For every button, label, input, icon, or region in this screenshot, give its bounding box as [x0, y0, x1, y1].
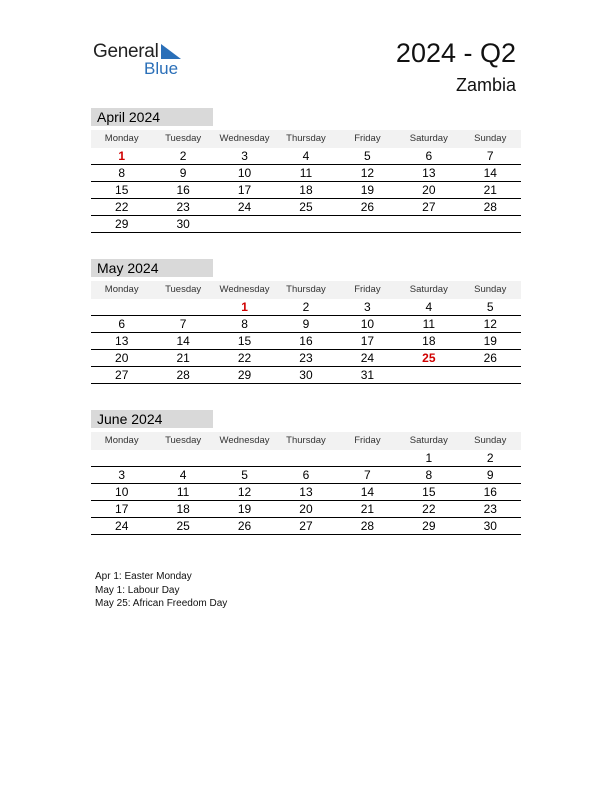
- day-cell: 6: [302, 468, 310, 482]
- day-cell: 13: [115, 334, 129, 348]
- day-cell: 8: [425, 468, 433, 482]
- week-row: [91, 316, 521, 333]
- week-row: [91, 518, 521, 535]
- month-title: June 2024: [91, 410, 213, 428]
- week-row: [91, 467, 521, 484]
- day-cell: 27: [422, 200, 436, 214]
- month-title: April 2024: [91, 108, 213, 126]
- month-title: May 2024: [91, 259, 213, 277]
- holiday-note: May 1: Labour Day: [95, 584, 180, 596]
- weekday-label: Thursday: [286, 133, 326, 144]
- empty-day-cell: [398, 367, 459, 383]
- day-cell: 3: [241, 149, 248, 163]
- day-cell: 3: [364, 300, 371, 314]
- day-cell: 15: [422, 485, 436, 499]
- empty-day-cell: [337, 216, 398, 232]
- weekday-label: Monday: [104, 133, 139, 144]
- day-cell: 13: [422, 166, 436, 180]
- day-cell: 10: [237, 166, 252, 180]
- day-cell: 26: [237, 519, 252, 533]
- day-cell: 25: [299, 200, 313, 214]
- day-cell: 16: [299, 334, 313, 348]
- day-cell: 30: [176, 217, 190, 231]
- weekday-label: Sunday: [474, 284, 507, 295]
- week-row: [91, 333, 521, 350]
- day-cell: 14: [176, 334, 190, 348]
- day-cell: 27: [115, 368, 129, 382]
- weekday-label: Saturday: [409, 435, 448, 446]
- day-cell: 24: [237, 200, 252, 214]
- day-cell: 17: [237, 183, 252, 197]
- country-name: Zambia: [455, 75, 516, 95]
- day-cell: 22: [422, 502, 436, 516]
- day-cell: 20: [115, 351, 129, 365]
- day-cell: 7: [179, 317, 187, 331]
- weekday-label: Thursday: [286, 435, 326, 446]
- weekday-label: Friday: [354, 284, 381, 295]
- day-cell: 11: [422, 317, 436, 331]
- day-cell: 18: [176, 502, 190, 516]
- weekday-label: Wednesday: [219, 133, 270, 144]
- empty-day-cell: [152, 299, 213, 315]
- weekday-label: Wednesday: [219, 435, 270, 446]
- empty-day-cell: [214, 450, 275, 466]
- empty-day-cell: [91, 299, 152, 315]
- week-row: [91, 350, 521, 367]
- weekday-label: Monday: [104, 435, 139, 446]
- week-row: [91, 367, 521, 384]
- day-cell: 17: [360, 334, 375, 348]
- page-title: 2024 - Q2: [395, 38, 516, 68]
- day-cell: 5: [364, 149, 371, 163]
- day-cell: 10: [360, 317, 375, 331]
- empty-day-cell: [275, 216, 336, 232]
- day-cell: 12: [483, 317, 497, 331]
- day-cell: 8: [118, 166, 126, 180]
- day-cell: 11: [299, 166, 313, 180]
- weekday-label: Friday: [354, 133, 381, 144]
- empty-day-cell: [337, 450, 398, 466]
- weekday-label: Thursday: [286, 284, 326, 295]
- weekday-label: Wednesday: [219, 284, 270, 295]
- month-calendar-may: [91, 259, 521, 384]
- day-cell: 2: [486, 451, 494, 465]
- weekday-label: Sunday: [474, 133, 507, 144]
- day-cell: 30: [483, 519, 497, 533]
- day-cell: 6: [425, 149, 433, 163]
- day-cell: 16: [176, 183, 190, 197]
- empty-day-cell: [460, 216, 521, 232]
- logo-general-text: General: [93, 41, 159, 62]
- day-cell: 23: [299, 351, 313, 365]
- day-cell: 15: [237, 334, 252, 348]
- day-cell: 21: [360, 502, 375, 516]
- day-cell: 1: [241, 300, 248, 314]
- weekday-label: Sunday: [474, 435, 507, 446]
- logo-blue-text: Blue: [144, 59, 179, 78]
- weekday-label: Saturday: [409, 284, 448, 295]
- week-row: [91, 501, 521, 518]
- week-row: [91, 199, 521, 216]
- empty-day-cell: [91, 450, 152, 466]
- day-cell: 3: [118, 468, 126, 482]
- empty-day-cell: [398, 216, 459, 232]
- day-cell: 25: [422, 351, 436, 365]
- day-cell: 7: [364, 468, 371, 482]
- day-cell: 23: [176, 200, 190, 214]
- day-cell: 31: [360, 368, 375, 382]
- holiday-note: Apr 1: Easter Monday: [95, 571, 192, 582]
- weekday-header: [91, 432, 521, 450]
- day-cell: 1: [118, 149, 126, 163]
- day-cell: 29: [115, 217, 129, 231]
- day-cell: 27: [299, 519, 313, 533]
- day-cell: 19: [483, 334, 497, 348]
- weekday-label: Friday: [354, 435, 381, 446]
- holiday-notes: [95, 570, 227, 611]
- day-cell: 12: [237, 485, 252, 499]
- generalblue-logo: [93, 40, 193, 80]
- day-cell: 16: [483, 485, 497, 499]
- month-calendar-june: [91, 410, 521, 535]
- holiday-note: May 25: African Freedom Day: [95, 598, 228, 609]
- day-cell: 24: [115, 519, 129, 533]
- day-cell: 29: [237, 368, 252, 382]
- day-cell: 2: [179, 149, 187, 163]
- weekday-label: Tuesday: [165, 284, 202, 295]
- day-cell: 9: [302, 317, 310, 331]
- week-row: [91, 148, 521, 165]
- day-cell: 21: [483, 183, 497, 197]
- day-cell: 19: [237, 502, 252, 516]
- day-cell: 7: [486, 149, 494, 163]
- week-row: [91, 165, 521, 182]
- day-cell: 1: [425, 451, 433, 465]
- day-cell: 19: [360, 183, 375, 197]
- day-cell: 25: [176, 519, 190, 533]
- empty-day-cell: [460, 367, 521, 383]
- empty-day-cell: [152, 450, 213, 466]
- day-cell: 8: [241, 317, 248, 331]
- day-cell: 6: [118, 317, 126, 331]
- day-cell: 28: [176, 368, 190, 382]
- week-row: [91, 450, 521, 467]
- day-cell: 4: [302, 149, 310, 163]
- weekday-label: Tuesday: [165, 133, 202, 144]
- weekday-label: Monday: [104, 284, 139, 295]
- day-cell: 22: [115, 200, 129, 214]
- day-cell: 30: [299, 368, 313, 382]
- day-cell: 28: [360, 519, 375, 533]
- day-cell: 11: [176, 485, 190, 499]
- day-cell: 5: [241, 468, 248, 482]
- day-cell: 21: [176, 351, 190, 365]
- day-cell: 5: [486, 300, 494, 314]
- month-weeks: [91, 299, 521, 384]
- day-cell: 17: [115, 502, 129, 516]
- day-cell: 26: [360, 200, 375, 214]
- day-cell: 15: [115, 183, 129, 197]
- week-row: [91, 216, 521, 233]
- day-cell: 18: [299, 183, 313, 197]
- day-cell: 4: [179, 468, 187, 482]
- day-cell: 14: [483, 166, 497, 180]
- weekday-label: Saturday: [409, 133, 448, 144]
- logo-triangle-icon: [159, 44, 183, 60]
- month-weeks: [91, 450, 521, 535]
- day-cell: 23: [483, 502, 497, 516]
- day-cell: 20: [422, 183, 436, 197]
- day-cell: 26: [483, 351, 497, 365]
- day-cell: 20: [299, 502, 313, 516]
- month-weeks: [91, 148, 521, 233]
- day-cell: 22: [237, 351, 252, 365]
- month-calendar-april: [91, 108, 521, 233]
- day-cell: 29: [422, 519, 436, 533]
- day-cell: 28: [483, 200, 497, 214]
- empty-day-cell: [275, 450, 336, 466]
- week-row: [91, 484, 521, 501]
- day-cell: 2: [302, 300, 310, 314]
- day-cell: 14: [360, 485, 375, 499]
- week-row: [91, 299, 521, 316]
- empty-day-cell: [214, 216, 275, 232]
- day-cell: 10: [115, 485, 129, 499]
- day-cell: 24: [360, 351, 375, 365]
- day-cell: 18: [422, 334, 436, 348]
- day-cell: 13: [299, 485, 313, 499]
- week-row: [91, 182, 521, 199]
- weekday-header: [91, 130, 521, 148]
- weekday-label: Tuesday: [165, 435, 202, 446]
- day-cell: 12: [360, 166, 375, 180]
- day-cell: 4: [425, 300, 433, 314]
- weekday-header: [91, 281, 521, 299]
- day-cell: 9: [486, 468, 494, 482]
- day-cell: 9: [179, 166, 187, 180]
